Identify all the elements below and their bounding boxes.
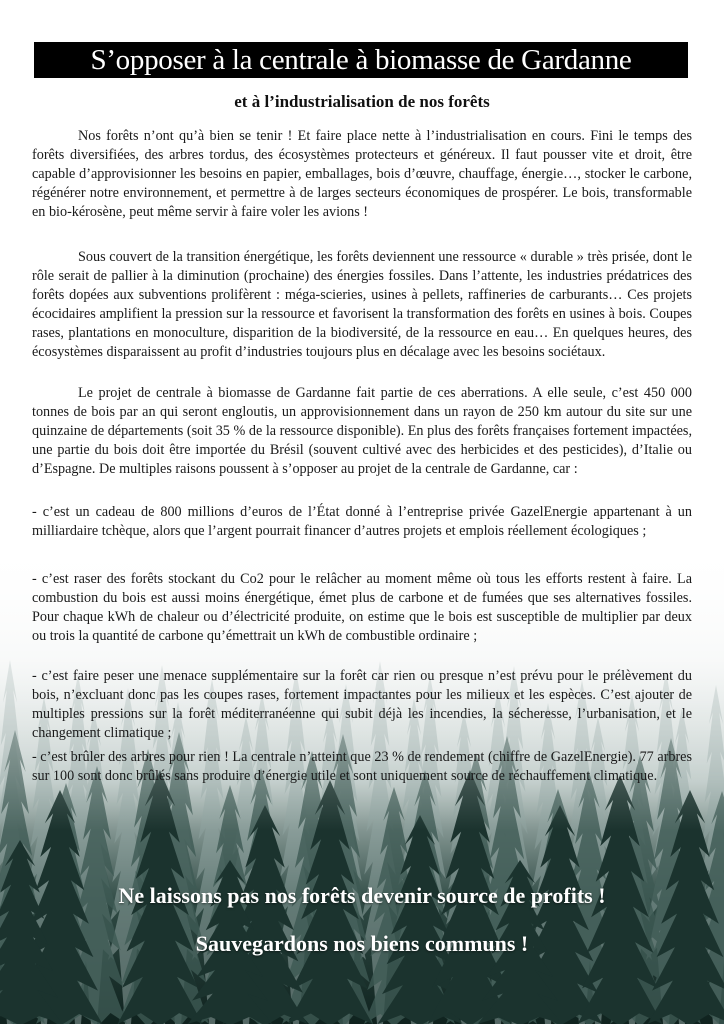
reason-item: - c’est un cadeau de 800 millions d’euros de l’État donné à l’entreprise privée GazelEnergie appartenant à un milliardaire tchèque, alors que l’argent pourrait financer d’autres projets et emplois réellement écologiques ; — [32, 504, 692, 539]
reason-item: - c’est faire peser une menace supplémentaire sur la forêt car rien ou presque n’est prévu pour le prélèvement du bois, n’excluant donc pas les coupes rases, fortement impactantes pour les milieux et les espèces. C’est ajouter de multiples pressions sur la forêt méditerranéenne qui subit déjà les incendies, la sécheresse, l’urbanisation, et le changement climatique ; — [32, 668, 692, 741]
slogan-primary: Ne laissons pas nos forêts devenir source de profits ! — [118, 883, 606, 908]
paragraph-gardanne-project: Le projet de centrale à biomasse de Gardanne fait partie de ces aberrations. A elle seule, c’est 450 000 tonnes de bois par an qui seront engloutis, un approvisionnement dans un rayon de 250 km autour du site sur une quinzaine de départements (soit 35 % de la ressource disponible). En plus des forêts françaises fortement impactées, une partie du bois doit être importée du Brésil (souvent cultivé avec des herbicides et des pesticides), d’Italie ou d’Espagne. De multiples raisons poussent à s’opposer au projet de la centrale de Gardanne, car : — [32, 385, 692, 477]
title-banner — [34, 42, 688, 78]
page-subtitle: et à l’industrialisation de nos forêts — [234, 92, 490, 111]
paragraph-transition: Sous couvert de la transition énergétique, les forêts deviennent une ressource « durable » très prisée, dont le rôle serait de pallier à la diminution (prochaine) des énergies fossiles. Dans l’attente, les industries prédatrices des forêts dopées aux subventions prolifèrent : méga-scieries, usines à pellets, raffineries de carburants… Ces projets écocidaires amplifient la pression sur la ressource et favorisent la transformation des forêts en usines à bois. Coupes rases, plantations en monoculture, disparition de la biodiversité, de la ressource en eau… En quelques heures, des écosystèmes disparaissent au profit d’industries toujours plus en décalage avec les besoins sociétaux. — [32, 249, 692, 360]
paragraph-intro: Nos forêts n’ont qu’à bien se tenir ! Et faire place nette à l’industrialisation en cours. Fini le temps des forêts diversifiées, des arbres tordus, des écosystèmes protecteurs et généreux. Il faut pousser vite et droit, être capable d’approvisionner les besoins en papier, emballages, bois d’œuvre, chauffage, énergie…, stocker le carbone, régénérer notre environnement, et permettre à de larges secteurs économiques de prospérer. Le bois, transformable en bio-kérosène, peut même servir à faire voler les avions ! — [32, 128, 692, 220]
reason-item: - c’est raser des forêts stockant du Co2 pour le relâcher au moment même où tous les efforts restent à faire. La combustion du bois est aussi moins énergétique, émet plus de carbone et de fumées que ses alternatives fossiles. Pour chaque kWh de chaleur ou d’électricité produite, on estime que le bois est susceptible de multiplier par deux ou trois la quantité de carbone qu’émettrait un kWh de combustible ordinaire ; — [32, 571, 692, 644]
page-title: S’opposer à la centrale à biomasse de Gardanne — [90, 43, 632, 76]
slogan-secondary: Sauvegardons nos biens communs ! — [195, 931, 529, 956]
reason-item: - c’est brûler des arbres pour rien ! La centrale n’atteint que 23 % de rendement (chiffre de GazelEnergie). 77 arbres sur 100 sont donc brûlés sans produire d’énergie utile et sont uniquement source de réchauffement climatique. — [32, 749, 692, 784]
